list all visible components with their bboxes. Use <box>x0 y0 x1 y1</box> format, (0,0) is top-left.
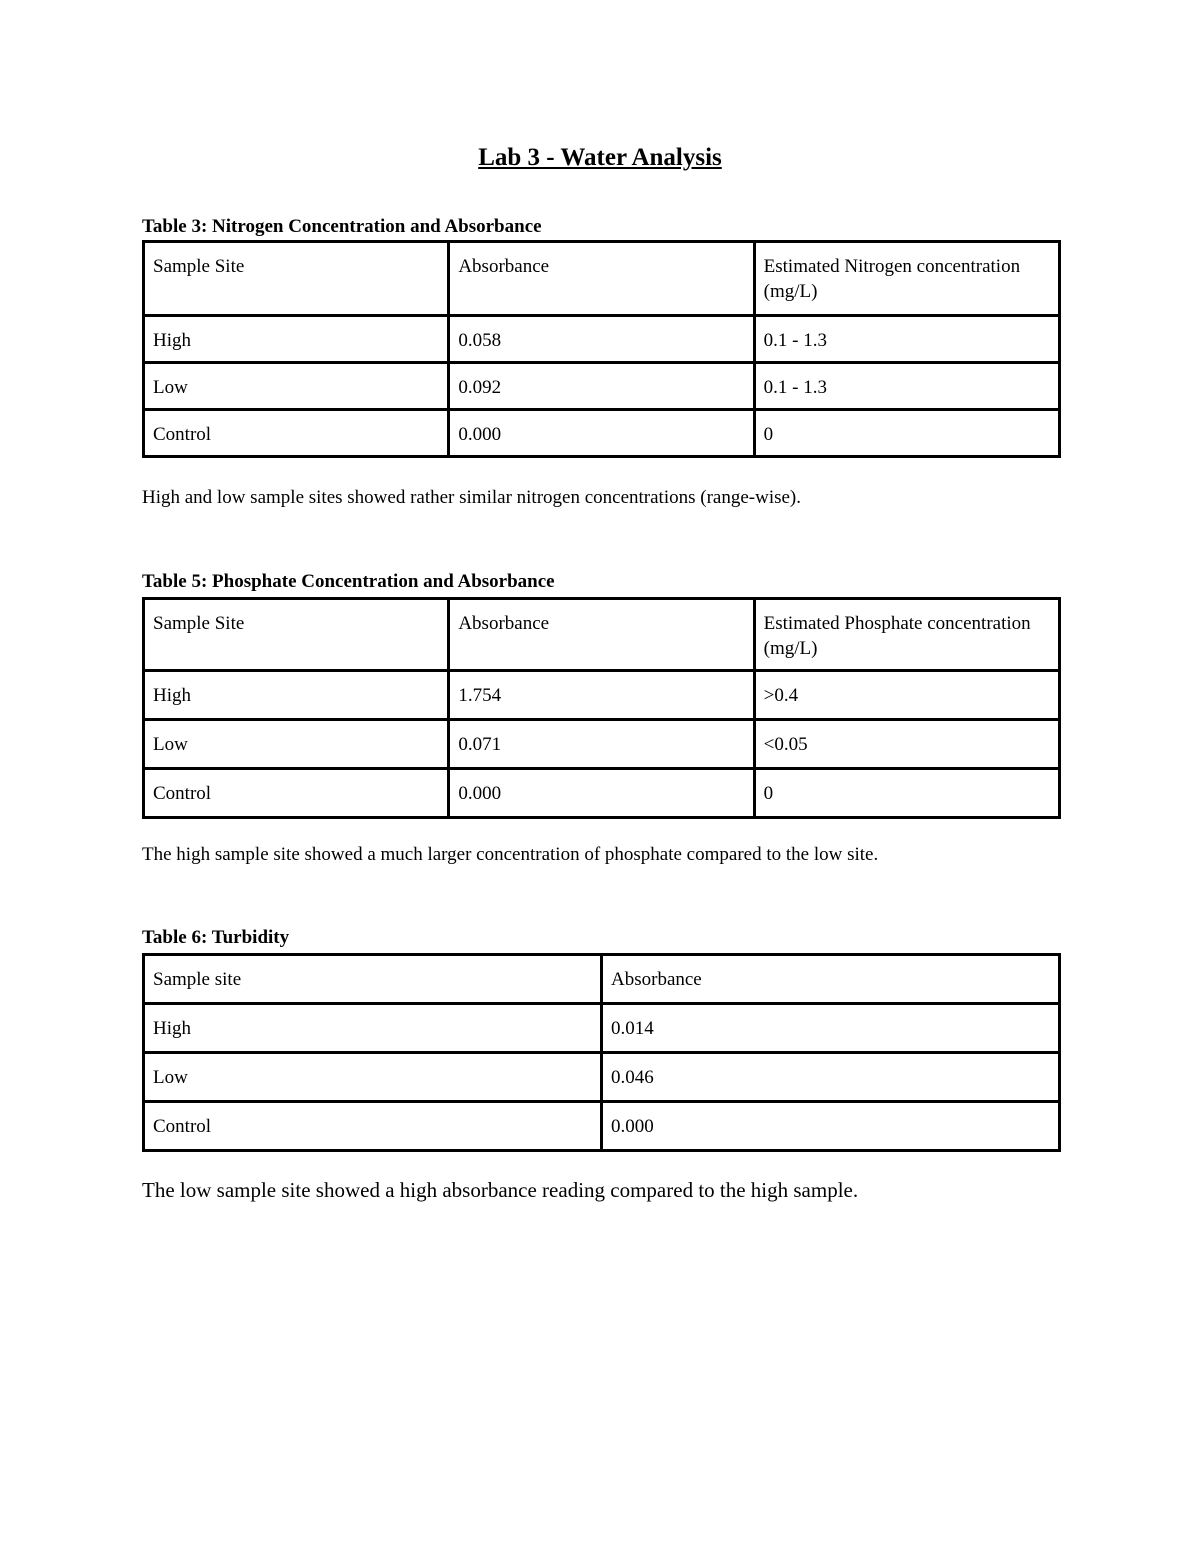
table-cell: Low <box>144 720 449 769</box>
table-cell: 0 <box>754 769 1059 818</box>
table-cell: 0.1 - 1.3 <box>754 363 1059 410</box>
table-row <box>144 410 1060 457</box>
phosphate-table <box>142 597 1061 819</box>
nitrogen-note: High and low sample sites showed rather similar nitrogen concentrations (range-wise). <box>142 487 802 508</box>
table-cell: 0 <box>754 410 1059 457</box>
table-header-row <box>144 955 1060 1004</box>
table-row <box>144 1102 1060 1151</box>
table-cell: High <box>144 671 449 720</box>
table-header-row <box>144 242 1060 316</box>
table-cell: 0.071 <box>449 720 754 769</box>
turbidity-table-caption: Table 6: Turbidity <box>142 927 290 948</box>
table-row <box>144 769 1060 818</box>
header-cell: Absorbance <box>602 955 1060 1004</box>
table-header-row <box>144 599 1060 671</box>
table-cell: 0.000 <box>602 1102 1060 1151</box>
table-cell: >0.4 <box>754 671 1059 720</box>
table-cell: Low <box>144 1053 602 1102</box>
header-cell: Absorbance <box>449 599 754 671</box>
table-cell: 0.058 <box>449 316 754 363</box>
phosphate-table-caption: Table 5: Phosphate Concentration and Absorbance <box>142 571 555 592</box>
header-cell: Sample Site <box>144 242 449 316</box>
table-cell: High <box>144 316 449 363</box>
nitrogen-table-caption: Table 3: Nitrogen Concentration and Absorbance <box>142 216 542 237</box>
table-cell: 0.014 <box>602 1004 1060 1053</box>
table-cell: Control <box>144 769 449 818</box>
table-row <box>144 1004 1060 1053</box>
table-row <box>144 671 1060 720</box>
table-cell: Low <box>144 363 449 410</box>
table-cell: Control <box>144 1102 602 1151</box>
table-cell: 0.000 <box>449 410 754 457</box>
table-cell: 0.046 <box>602 1053 1060 1102</box>
table-cell: Control <box>144 410 449 457</box>
table-cell: 0.092 <box>449 363 754 410</box>
table-row <box>144 363 1060 410</box>
table-cell: 0.000 <box>449 769 754 818</box>
phosphate-note: The high sample site showed a much larger concentration of phosphate compared to the low site. <box>142 844 879 865</box>
turbidity-note: The low sample site showed a high absorbance reading compared to the high sample. <box>142 1178 859 1202</box>
header-cell: Absorbance <box>449 242 754 316</box>
table-cell: High <box>144 1004 602 1053</box>
table-row <box>144 720 1060 769</box>
header-cell: Sample site <box>144 955 602 1004</box>
header-cell: Estimated Nitrogen concentration (mg/L) <box>754 242 1059 316</box>
table-cell: 0.1 - 1.3 <box>754 316 1059 363</box>
table-row <box>144 1053 1060 1102</box>
turbidity-table <box>142 953 1061 1152</box>
page-title: Lab 3 - Water Analysis <box>478 144 722 171</box>
table-cell: <0.05 <box>754 720 1059 769</box>
header-cell: Sample Site <box>144 599 449 671</box>
table-row <box>144 316 1060 363</box>
header-cell: Estimated Phosphate concentration (mg/L) <box>754 599 1059 671</box>
nitrogen-table <box>142 240 1061 458</box>
table-cell: 1.754 <box>449 671 754 720</box>
